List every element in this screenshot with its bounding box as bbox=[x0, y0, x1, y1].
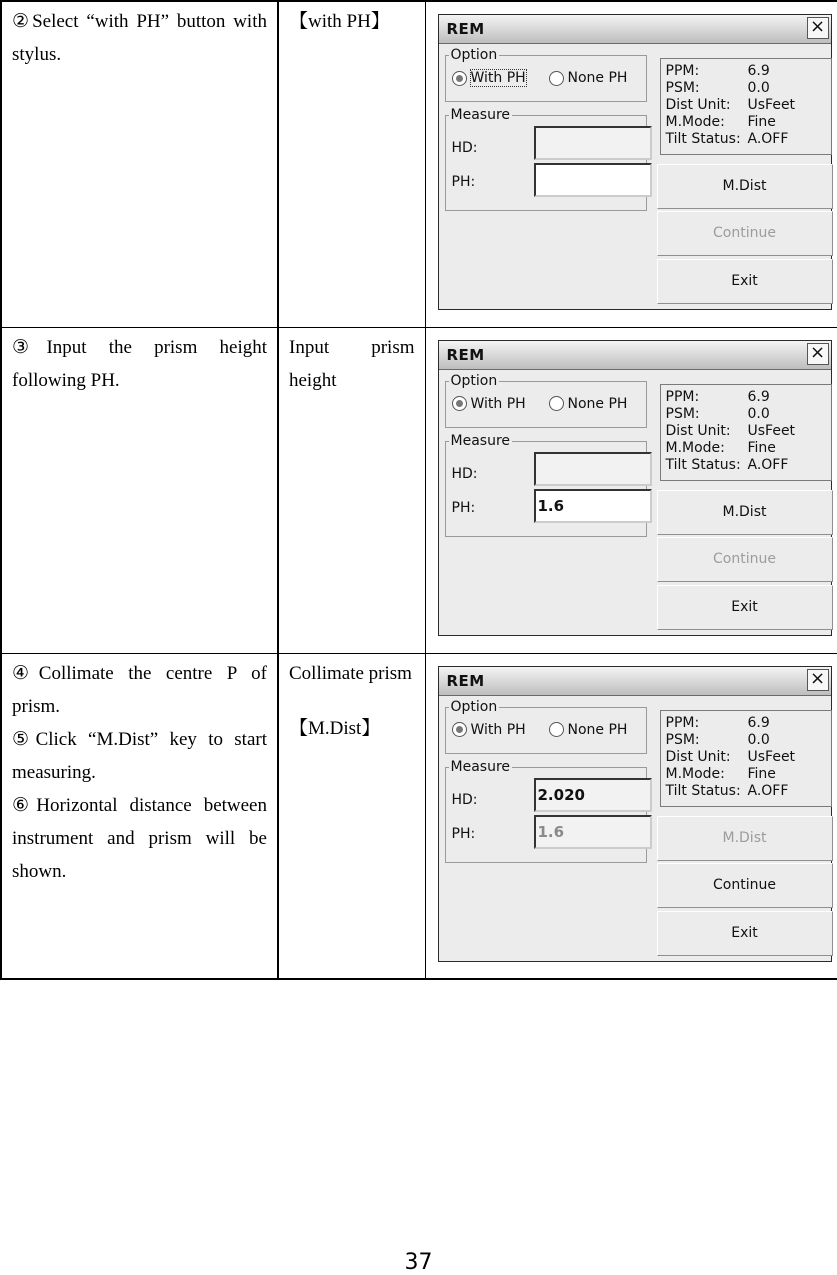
info-row-m-mode: M.Mode: Fine bbox=[665, 765, 776, 782]
info-row-dist-unit: Dist Unit: UsFeet bbox=[665, 422, 796, 439]
step-description-cell bbox=[1, 327, 278, 653]
option-group bbox=[445, 698, 647, 754]
none-ph-radio[interactable] bbox=[549, 70, 628, 86]
m-dist-button[interactable]: M.Dist bbox=[657, 490, 833, 535]
measure-group-label: Measure bbox=[450, 107, 510, 123]
operation-cell bbox=[278, 653, 425, 979]
none-ph-radio[interactable] bbox=[549, 396, 628, 412]
measure-group bbox=[445, 432, 647, 537]
hd-field bbox=[534, 126, 652, 160]
hd-field bbox=[534, 452, 652, 486]
hd-label: HD: bbox=[451, 791, 478, 808]
info-row-tilt-status: Tilt Status: A.OFF bbox=[665, 456, 789, 473]
none-ph-radio[interactable] bbox=[549, 722, 628, 738]
measure-group-label: Measure bbox=[450, 432, 510, 449]
radio-unselected-icon bbox=[549, 396, 564, 411]
operation-text: Input prism height bbox=[289, 336, 415, 391]
m-dist-button[interactable]: M.Dist bbox=[657, 164, 833, 209]
rem-dialog bbox=[438, 666, 832, 962]
ph-label: PH: bbox=[451, 174, 476, 190]
close-icon[interactable]: × bbox=[807, 17, 829, 39]
info-row-ppm: PPM: 6.9 bbox=[665, 63, 770, 79]
screenshot-cell bbox=[425, 327, 837, 653]
screenshot-cell bbox=[425, 653, 837, 979]
ph-input[interactable]: 1.6 bbox=[534, 815, 652, 849]
step-text: ②Select “with PH” button with stylus. bbox=[12, 11, 267, 65]
option-group-label: Option bbox=[450, 698, 498, 715]
ph-label: PH: bbox=[451, 499, 476, 516]
info-row-ppm: PPM: 6.9 bbox=[665, 714, 770, 731]
radio-selected-icon bbox=[452, 722, 467, 737]
operation-text: 【M.Dist】 bbox=[289, 717, 381, 739]
ph-label: PH: bbox=[451, 825, 476, 842]
option-group-label: Option bbox=[450, 372, 498, 389]
exit-button[interactable]: Exit bbox=[657, 259, 833, 304]
none-ph-label: None PH bbox=[567, 395, 628, 412]
with-ph-label: With PH bbox=[470, 721, 526, 738]
step-description-cell bbox=[1, 653, 278, 979]
exit-button[interactable]: Exit bbox=[657, 585, 833, 630]
measure-group-label: Measure bbox=[450, 758, 510, 775]
page-number: 37 bbox=[404, 1250, 433, 1275]
info-row-tilt-status: Tilt Status: A.OFF bbox=[665, 131, 789, 147]
hd-field: 2.020 bbox=[534, 778, 652, 812]
title-bar bbox=[439, 341, 831, 370]
info-row-m-mode: M.Mode: Fine bbox=[665, 439, 776, 456]
status-panel bbox=[660, 710, 832, 807]
info-row-psm: PSM: 0.0 bbox=[665, 731, 770, 748]
step-row-input-prism-height bbox=[1, 327, 837, 653]
none-ph-label: None PH bbox=[567, 721, 628, 738]
m-dist-button[interactable]: M.Dist bbox=[657, 816, 833, 861]
rem-dialog bbox=[438, 14, 832, 310]
measure-group bbox=[445, 107, 647, 211]
info-row-tilt-status: Tilt Status: A.OFF bbox=[665, 782, 789, 799]
option-group bbox=[445, 47, 647, 102]
info-row-m-mode: M.Mode: Fine bbox=[665, 114, 776, 130]
info-row-dist-unit: Dist Unit: UsFeet bbox=[665, 97, 796, 113]
dialog-title: REM bbox=[446, 20, 485, 38]
with-ph-label: With PH bbox=[470, 70, 526, 86]
title-bar bbox=[439, 667, 831, 696]
radio-unselected-icon bbox=[549, 71, 564, 86]
operation-text: Collimate prism bbox=[289, 662, 412, 684]
step-text: ⑤Click “M.Dist” key to start measuring. bbox=[12, 728, 267, 783]
continue-button[interactable]: Continue bbox=[657, 863, 833, 908]
with-ph-radio[interactable] bbox=[452, 722, 526, 738]
status-panel bbox=[660, 384, 832, 481]
radio-unselected-icon bbox=[549, 722, 564, 737]
none-ph-label: None PH bbox=[567, 70, 628, 86]
continue-button[interactable]: Continue bbox=[657, 537, 833, 582]
dialog-title: REM bbox=[446, 671, 485, 690]
info-row-psm: PSM: 0.0 bbox=[665, 80, 770, 96]
step-text: ④Collimate the centre P of prism. bbox=[12, 662, 267, 717]
title-bar bbox=[439, 15, 831, 44]
radio-selected-icon bbox=[452, 71, 467, 86]
option-group bbox=[445, 372, 647, 428]
step-text: ⑥Horizontal distance between instrument and prism will be shown. bbox=[12, 794, 267, 882]
continue-button[interactable]: Continue bbox=[657, 211, 833, 256]
with-ph-label: With PH bbox=[470, 395, 526, 412]
hd-label: HD: bbox=[451, 140, 478, 156]
option-group-label: Option bbox=[450, 47, 498, 63]
info-row-ppm: PPM: 6.9 bbox=[665, 388, 770, 405]
step-text: ③Input the prism height following PH. bbox=[12, 336, 267, 391]
dialog-title: REM bbox=[446, 345, 485, 364]
step-row-measure bbox=[1, 653, 837, 979]
step-description-cell bbox=[1, 1, 278, 327]
rem-dialog bbox=[438, 340, 832, 636]
with-ph-radio[interactable] bbox=[452, 70, 526, 86]
radio-selected-icon bbox=[452, 396, 467, 411]
ph-input[interactable]: 1.6 bbox=[534, 489, 652, 523]
with-ph-radio[interactable] bbox=[452, 396, 526, 412]
step-row-select-with-ph bbox=[1, 1, 837, 327]
exit-button[interactable]: Exit bbox=[657, 911, 833, 956]
operation-cell bbox=[278, 327, 425, 653]
close-icon[interactable]: × bbox=[807, 669, 829, 691]
screenshot-cell bbox=[425, 1, 837, 327]
operation-cell bbox=[278, 1, 425, 327]
hd-label: HD: bbox=[451, 465, 478, 482]
info-row-dist-unit: Dist Unit: UsFeet bbox=[665, 748, 796, 765]
operation-text: 【with PH】 bbox=[289, 11, 390, 32]
close-icon[interactable]: × bbox=[807, 343, 829, 365]
ph-input[interactable] bbox=[534, 163, 652, 197]
status-panel bbox=[660, 58, 832, 155]
info-row-psm: PSM: 0.0 bbox=[665, 405, 770, 422]
measure-group bbox=[445, 758, 647, 863]
